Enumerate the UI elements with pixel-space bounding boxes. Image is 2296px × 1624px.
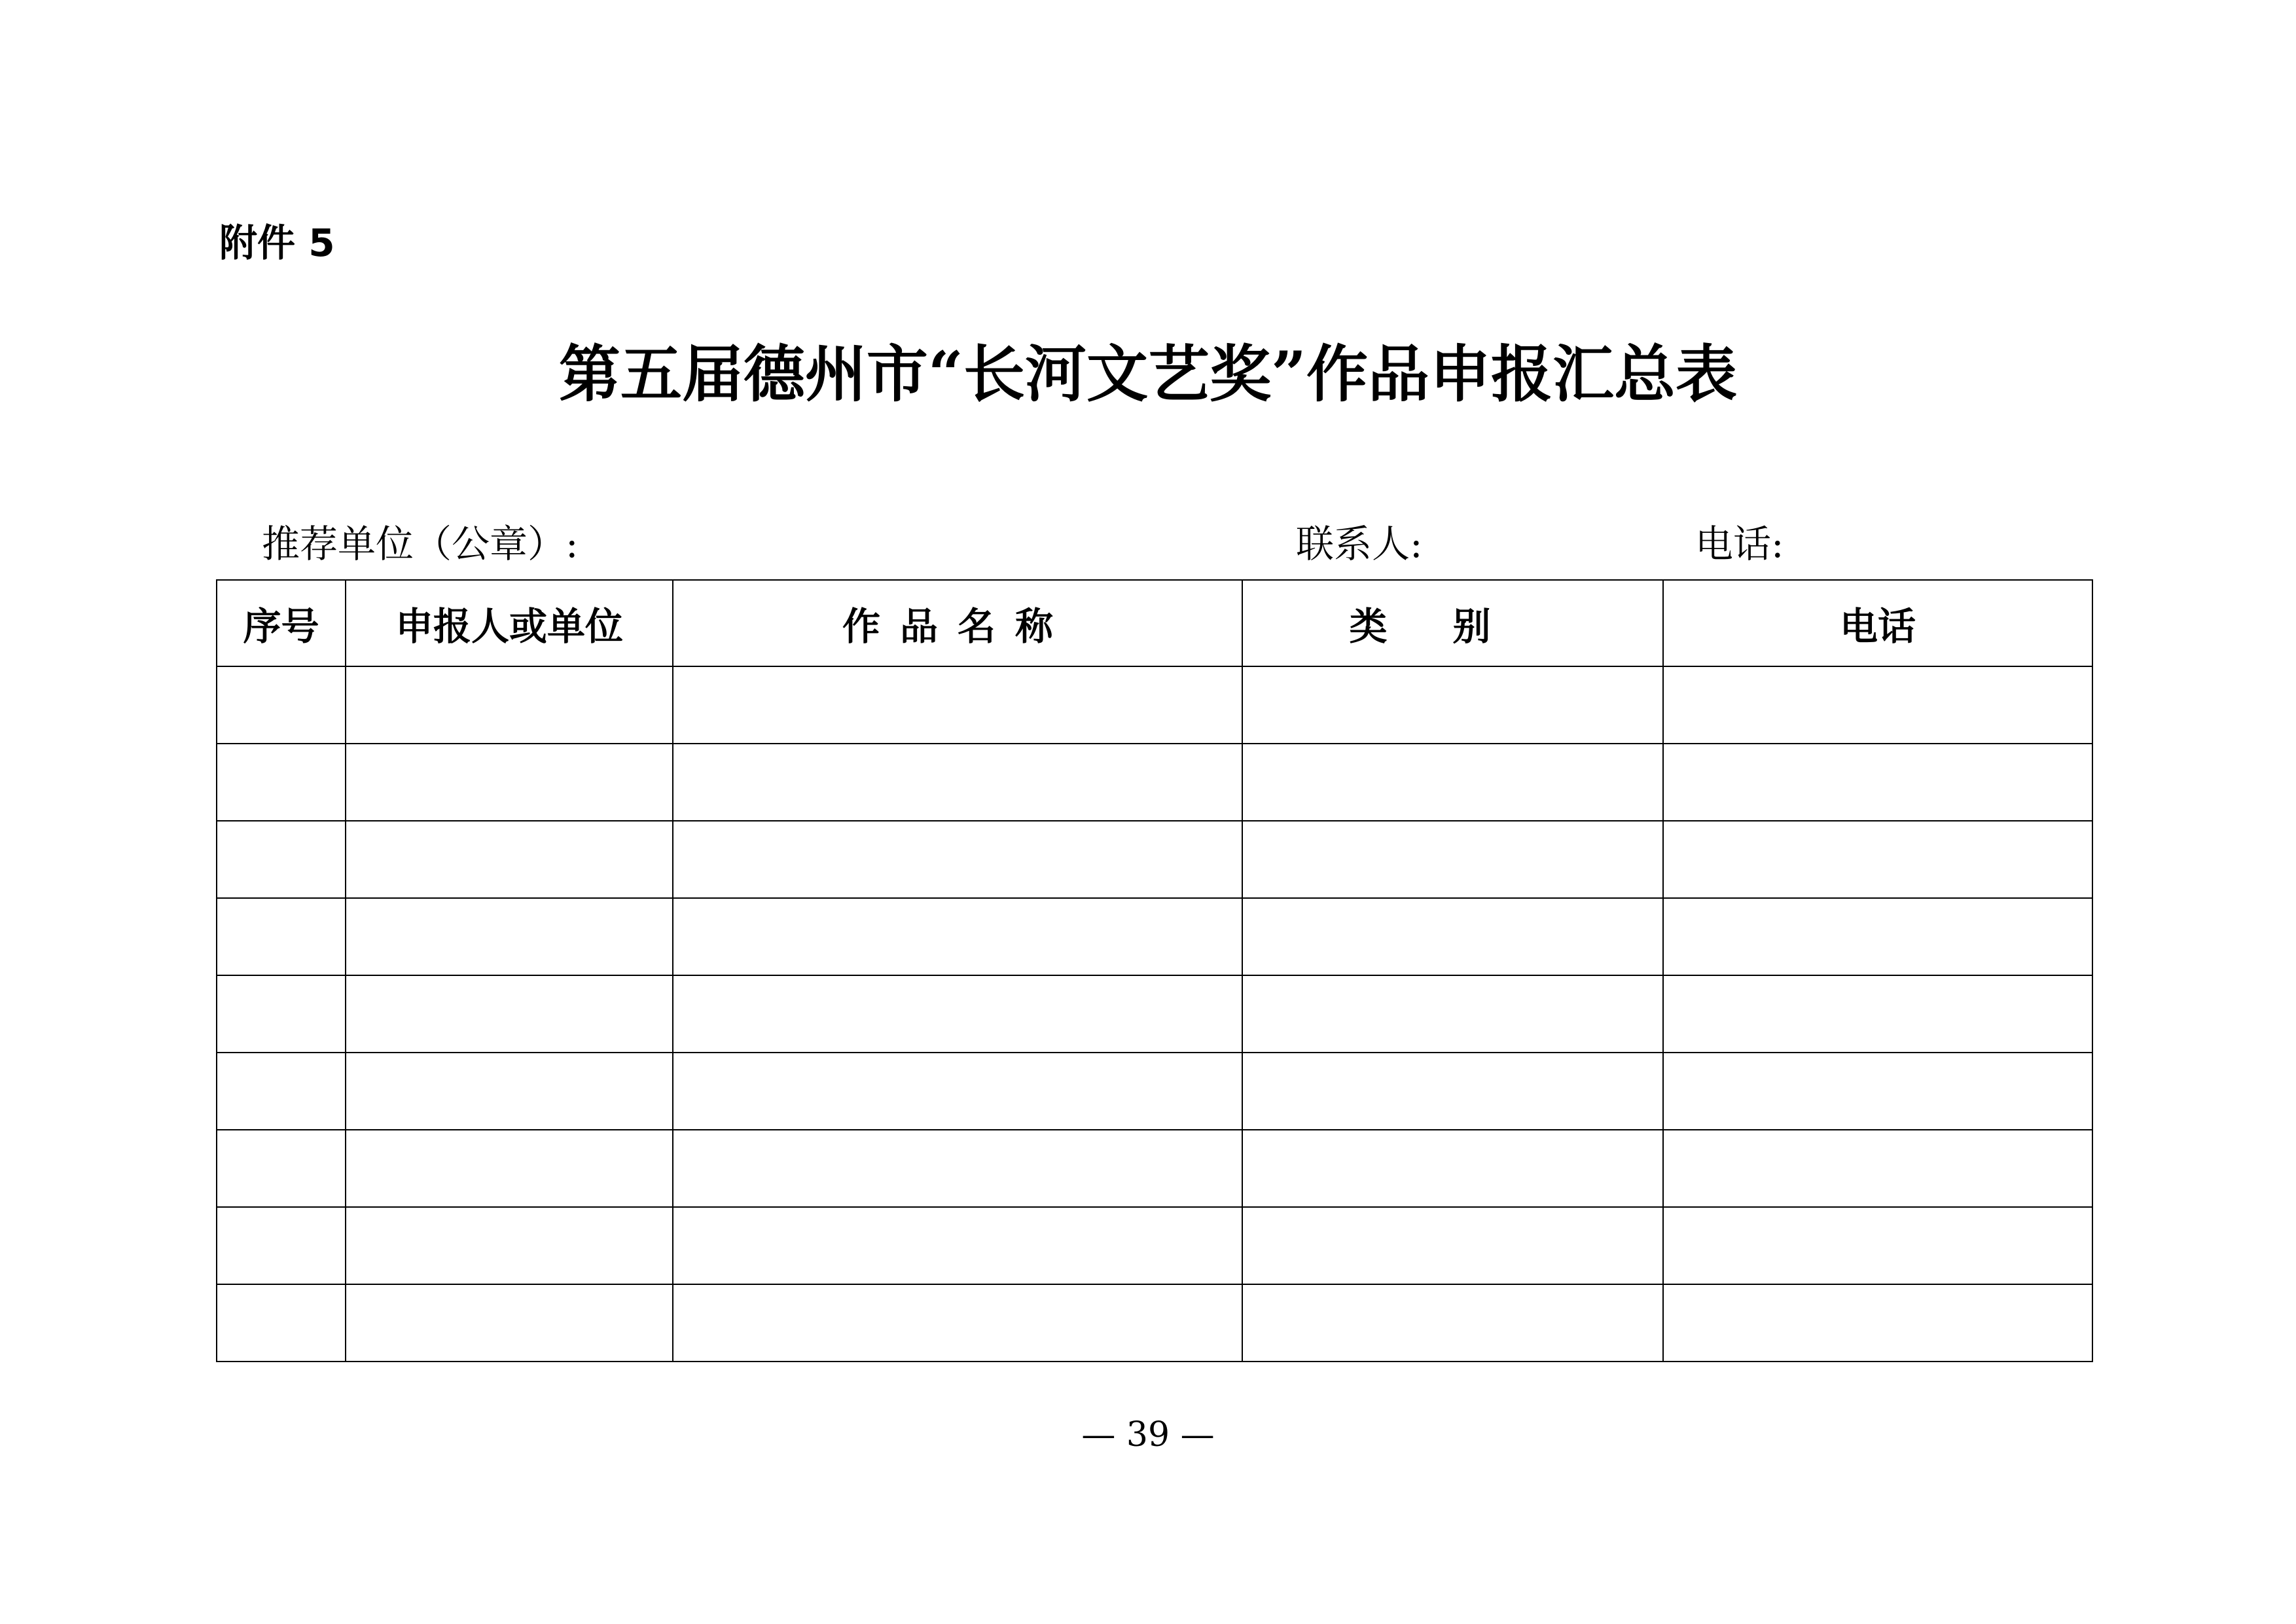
summary-table	[216, 579, 2093, 1362]
applicant-cell[interactable]	[346, 1207, 673, 1284]
work-title-cell[interactable]	[673, 1130, 1242, 1207]
category-cell[interactable]	[1242, 1130, 1663, 1207]
page-title: 第五届德州市“长河文艺奖”作品申报汇总表	[558, 338, 1738, 410]
phone-cell[interactable]	[1663, 821, 2092, 898]
work-title-cell[interactable]	[673, 1284, 1242, 1362]
serial-number-cell[interactable]	[217, 1053, 346, 1130]
category-cell[interactable]	[1242, 666, 1663, 744]
phone-cell[interactable]	[1663, 1130, 2092, 1207]
serial-number-cell[interactable]	[217, 744, 346, 821]
applicant-cell[interactable]	[346, 821, 673, 898]
category-cell[interactable]	[1242, 821, 1663, 898]
serial-number-cell[interactable]	[217, 1207, 346, 1284]
applicant-cell[interactable]	[346, 1284, 673, 1362]
category-cell[interactable]	[1242, 744, 1663, 821]
category-cell[interactable]	[1242, 1284, 1663, 1362]
applicant-cell[interactable]	[346, 975, 673, 1053]
header-serial-number: 序号	[217, 580, 346, 666]
serial-number-cell[interactable]	[217, 898, 346, 975]
table-row	[217, 898, 2092, 975]
applicant-cell[interactable]	[346, 1130, 673, 1207]
category-cell[interactable]	[1242, 975, 1663, 1053]
header-phone: 电话	[1663, 580, 2092, 666]
serial-number-cell[interactable]	[217, 666, 346, 744]
phone-cell[interactable]	[1663, 1207, 2092, 1284]
serial-number-cell[interactable]	[217, 1284, 346, 1362]
work-title-cell[interactable]	[673, 1053, 1242, 1130]
table-body	[217, 666, 2092, 1362]
table-row	[217, 1284, 2092, 1362]
work-title-cell[interactable]	[673, 1207, 1242, 1284]
category-cell[interactable]	[1242, 898, 1663, 975]
header-applicant: 申报人或单位	[346, 580, 673, 666]
applicant-cell[interactable]	[346, 666, 673, 744]
header-work-title: 作品名称	[673, 580, 1242, 666]
phone-cell[interactable]	[1663, 1053, 2092, 1130]
table-row	[217, 821, 2092, 898]
phone-cell[interactable]	[1663, 1284, 2092, 1362]
recommending-unit-label: 推荐单位（公章）:	[262, 522, 579, 566]
phone-cell[interactable]	[1663, 744, 2092, 821]
table-row	[217, 666, 2092, 744]
work-title-cell[interactable]	[673, 744, 1242, 821]
applicant-cell[interactable]	[346, 744, 673, 821]
table-row	[217, 975, 2092, 1053]
table-row	[217, 1207, 2092, 1284]
category-cell[interactable]	[1242, 1053, 1663, 1130]
attachment-label: 附件 5	[219, 221, 335, 265]
serial-number-cell[interactable]	[217, 821, 346, 898]
serial-number-cell[interactable]	[217, 975, 346, 1053]
table-row	[217, 1053, 2092, 1130]
work-title-cell[interactable]	[673, 821, 1242, 898]
table-row	[217, 744, 2092, 821]
work-title-cell[interactable]	[673, 898, 1242, 975]
phone-cell[interactable]	[1663, 898, 2092, 975]
table-header-row	[217, 580, 2092, 666]
contact-person-label: 联系人:	[1296, 522, 1423, 566]
applicant-cell[interactable]	[346, 898, 673, 975]
category-cell[interactable]	[1242, 1207, 1663, 1284]
table-row	[217, 1130, 2092, 1207]
serial-number-cell[interactable]	[217, 1130, 346, 1207]
phone-cell[interactable]	[1663, 666, 2092, 744]
page-number: — 39 —	[1081, 1415, 1215, 1454]
header-category: 类别	[1242, 580, 1663, 666]
work-title-cell[interactable]	[673, 666, 1242, 744]
work-title-cell[interactable]	[673, 975, 1242, 1053]
applicant-cell[interactable]	[346, 1053, 673, 1130]
phone-cell[interactable]	[1663, 975, 2092, 1053]
phone-label: 电话:	[1695, 522, 1784, 566]
